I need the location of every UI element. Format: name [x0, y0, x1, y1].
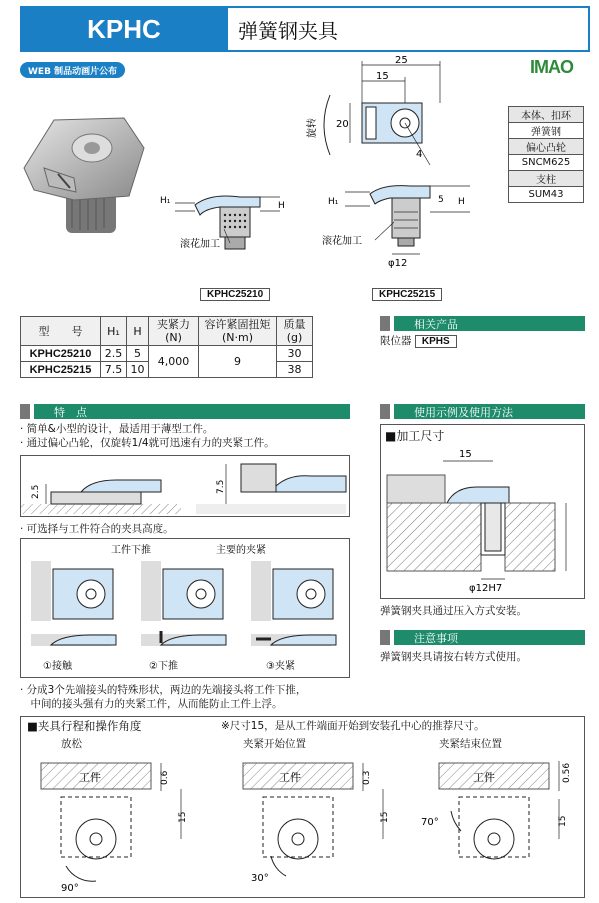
dim-25: 25	[395, 55, 408, 66]
step-1-label: ①接触	[43, 661, 72, 672]
part-label-kphc25210: KPHC25210	[200, 288, 270, 301]
part-label-kphc25215: KPHC25215	[372, 288, 442, 301]
usage-subtitle: ■加工尺寸	[385, 429, 445, 443]
caution-title: 注意事项	[394, 630, 585, 645]
mat-head-cam: 偏心凸轮	[509, 139, 584, 155]
product-name: 弹簧钢夹具	[228, 6, 590, 52]
dim-0-56: 0.56	[562, 762, 572, 783]
cell: KPHC25215	[21, 362, 101, 378]
spec-header-h1: H₁	[101, 317, 127, 346]
related-text: 限位器	[380, 335, 412, 347]
spec-header-model: 型 号	[21, 317, 101, 346]
related-link-kphs[interactable]: KPHS	[415, 335, 457, 348]
feature-line-2: · 通过偏心凸轮，仅旋转1/4就可迅速有力的夹紧工件。	[20, 437, 275, 449]
usage-diagram	[381, 425, 584, 598]
clamp-steps-diagram	[21, 539, 349, 677]
cell: 4,000	[149, 346, 199, 378]
dim-2-5: 2.5	[31, 484, 41, 499]
height-diagram	[21, 456, 349, 516]
web-animation-badge[interactable]: WEB 制品动画片公布	[20, 62, 125, 78]
mat-body: 弹簧钢	[509, 123, 584, 139]
mat-post: SUM43	[509, 187, 584, 203]
usage-title: 使用示例及使用方法	[394, 404, 585, 419]
knurl-label-right: 滚花加工	[322, 236, 362, 247]
features-title: 特 点	[34, 404, 350, 419]
usage-dim-dia: φ12H7	[469, 583, 503, 594]
table-row	[21, 346, 313, 362]
cell: 10	[127, 362, 149, 378]
cell: 38	[277, 362, 313, 378]
mat-cam: SNCM625	[509, 155, 584, 171]
dia12-label: φ12	[388, 258, 408, 269]
plan-view-drawing	[300, 55, 500, 175]
cell: 30	[277, 346, 313, 362]
cell: 5	[127, 346, 149, 362]
work-label-1: 工件	[79, 771, 101, 784]
stroke-pos-3: 夹紧结束位置	[439, 738, 502, 750]
usage-dim-15: 15	[459, 449, 472, 460]
materials-table	[508, 106, 584, 203]
dim-0-6: 0.6	[160, 770, 170, 785]
usage-diagram-box	[380, 424, 585, 599]
dim-4: 4	[416, 149, 423, 160]
stroke-pos-2: 夹紧开始位置	[243, 738, 306, 750]
rotation-label: 旋转	[307, 118, 318, 138]
feature-line-5: 中间的接头强有力的夹紧工件，从而能防止工件上浮。	[20, 698, 283, 710]
work-label-3: 工件	[473, 771, 495, 784]
dim-20: 20	[336, 119, 349, 130]
height-diagram-box	[20, 455, 350, 517]
dim-15-b: 15	[380, 811, 390, 823]
stroke-pos-1: 放松	[61, 738, 82, 750]
h1-label-right: H₁	[328, 197, 339, 207]
dim-15: 15	[376, 71, 389, 82]
features-section-header	[20, 404, 350, 419]
product-photo	[14, 108, 154, 248]
model-title: KPHC	[20, 6, 228, 52]
h1-label: H₁	[160, 196, 171, 206]
step-2-label: ②下推	[149, 661, 178, 672]
caution-section-header	[380, 630, 585, 645]
side-view-left	[150, 175, 300, 275]
dim-7-5: 7.5	[216, 479, 226, 494]
spec-header-force: 夹紧力 (N)	[149, 317, 199, 346]
stroke-angle-diagram	[21, 751, 584, 897]
spec-header-torque: 容许紧固扭矩 (N·m)	[199, 317, 277, 346]
spec-header-mass: 质量 (g)	[277, 317, 313, 346]
usage-section-header	[380, 404, 585, 419]
mat-head-body: 本体、扣环	[509, 107, 584, 123]
angle-70: 70°	[421, 817, 439, 828]
dim-15-a: 15	[178, 811, 188, 823]
clamp-steps-box	[20, 538, 350, 678]
mat-head-post: 支柱	[509, 171, 584, 187]
stroke-title: ■夹具行程和操作角度	[27, 719, 142, 733]
stroke-angle-box	[20, 716, 585, 898]
side-view-right	[320, 172, 500, 282]
feature-line-3: · 可选择与工件符合的夹具高度。	[20, 523, 174, 535]
usage-note: 弹簧钢夹具通过压入方式安装。	[380, 605, 527, 617]
feature-line-4: · 分成3个先端接头的特殊形状，两边的先端接头将工件下推，	[20, 684, 307, 696]
cell: 2.5	[101, 346, 127, 362]
push-label: 工件下推	[111, 545, 151, 556]
caution-text: 弹簧钢夹具请按右转方式使用。	[380, 651, 527, 663]
angle-30: 30°	[251, 873, 269, 884]
cell: KPHC25210	[21, 346, 101, 362]
feature-line-1: · 简单&小型的设计，最适用于薄型工件。	[20, 423, 214, 435]
main-clamp-label: 主要的夹紧	[216, 545, 266, 556]
h-label: H	[278, 201, 285, 211]
h-label-right: H	[458, 197, 465, 207]
imao-logo: IMAO	[530, 57, 573, 77]
step-3-label: ③夹紧	[266, 661, 295, 672]
stroke-note: ※尺寸15，是从工件端面开始到安装孔中心的推荐尺寸。	[221, 720, 485, 732]
work-label-2: 工件	[279, 771, 301, 784]
related-title: 相关产品	[394, 316, 585, 331]
spec-header-h: H	[127, 317, 149, 346]
related-section-header	[380, 316, 585, 331]
dim-15-c: 15	[558, 815, 568, 827]
spec-table	[20, 316, 313, 378]
related-body	[380, 334, 457, 349]
cell: 9	[199, 346, 277, 378]
knurl-label-left: 滚花加工	[180, 239, 220, 250]
cell: 7.5	[101, 362, 127, 378]
dim-0-3: 0.3	[362, 770, 372, 785]
angle-90: 90°	[61, 883, 79, 894]
dim-5: 5	[438, 195, 444, 205]
